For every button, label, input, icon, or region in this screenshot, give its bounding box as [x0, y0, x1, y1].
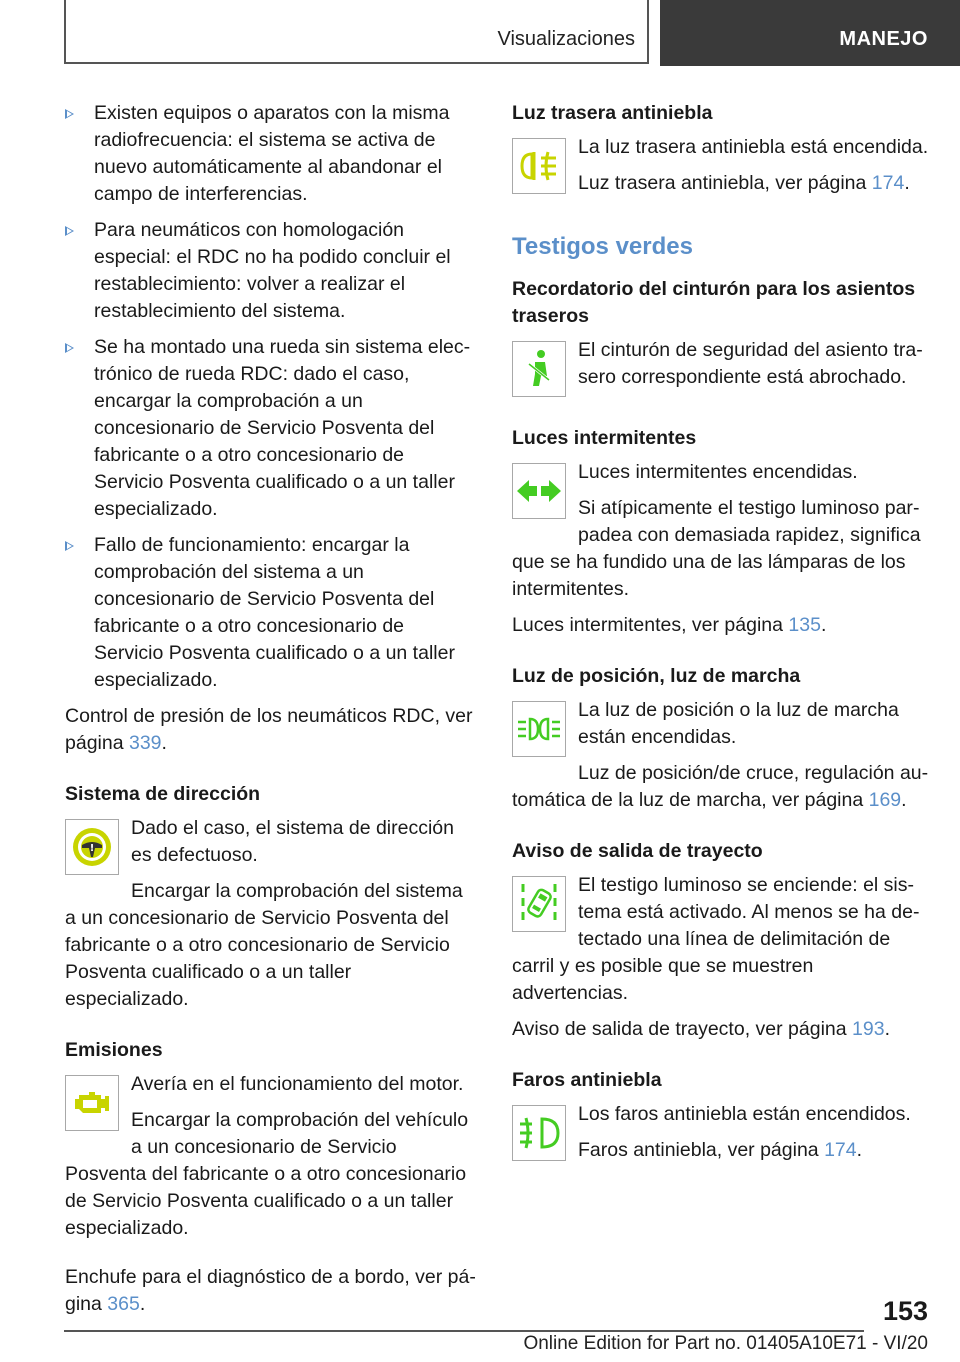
footer-rule	[64, 1330, 864, 1332]
rear-fog-reference: Luz trasera antiniebla, ver página 174.	[578, 172, 910, 194]
section-title: Visualizaciones	[497, 28, 635, 50]
turn-signal-icon	[512, 463, 566, 519]
seatbelt-icon	[512, 341, 566, 397]
position-light-block: La luz de posición o la luz de marcha están encendidas. Luz de posición/de cruce, regulación automática de la luz de marcha, ver página 169.	[512, 697, 930, 814]
front-fog-block: Los faros antiniebla están encendidos. Faros antiniebla, ver página 174.	[512, 1101, 930, 1164]
page-link-169[interactable]: 169	[868, 789, 902, 811]
page-link-339[interactable]: 339	[128, 732, 162, 754]
green-indicators-heading: Testigos verdes	[512, 233, 693, 260]
seatbelt-heading: Recordatorio del cinturón para los asientos traseros	[512, 278, 916, 327]
page-link-174-fog[interactable]: 174	[824, 1139, 857, 1161]
bullet-arrow-icon	[65, 109, 74, 119]
page-link-135[interactable]: 135	[788, 614, 821, 636]
rdc-reference: Control de presión de los neumáticos RDC, ver página 339.	[65, 705, 473, 754]
edition-footer: Online Edition for Part no. 01405A10E71 - VI/20	[523, 1333, 928, 1354]
turn-signal-reference: Luces intermitentes, ver página 135.	[512, 614, 827, 636]
list-item: Se ha montado una rueda sin sistema electrónico de rueda RDC: dado el caso, encargar la comprobación a un concesionario de Servicio Posventa del fabricante o a otro concesionario de Servicio Posventa cualificado o a un taller especializado.	[65, 334, 477, 523]
lane-departure-reference: Aviso de salida de trayecto, ver página 193.	[512, 1018, 890, 1040]
rear-fog-block: La luz trasera antiniebla está encendida. Luz trasera antiniebla, ver página 174.	[512, 134, 930, 197]
turn-signal-block: Luces intermitentes encendidas. Si atípicamente el testigo luminoso parpadea con demasiada rapidez, significa que se ha fundido una de las lámparas de los intermitentes. Luces intermitentes, ver página 135.	[512, 459, 930, 639]
front-fog-heading: Faros antiniebla	[512, 1069, 662, 1091]
turn-signal-heading: Luces intermitentes	[512, 427, 697, 449]
list-item: Para neumáticos con homologación especial: el RDC no ha podido concluir el restablecimiento: volver a realizar el restablecimiento del sistema.	[65, 217, 477, 325]
engine-icon	[65, 1075, 119, 1131]
chapter-label: MANEJO	[839, 28, 928, 50]
bullet-list	[65, 100, 477, 694]
bullet-arrow-icon	[65, 343, 74, 353]
position-light-reference: Luz de posición/de cruce, regulación automática de la luz de marcha, ver página 169.	[512, 762, 929, 811]
page-link-193[interactable]: 193	[852, 1018, 885, 1040]
front-fog-light-icon	[512, 1105, 566, 1161]
steering-heading: Sistema de dirección	[65, 783, 261, 805]
right-column	[512, 100, 930, 1173]
page-link-365[interactable]: 365	[107, 1293, 140, 1315]
header-bottom-rule	[64, 62, 649, 64]
seatbelt-block: El cinturón de seguridad del asiento trasero correspondiente está abrochado.	[512, 337, 930, 391]
rear-fog-light-icon	[512, 138, 566, 194]
bullet-arrow-icon	[65, 541, 74, 551]
obd-reference: Enchufe para el diagnóstico de a bordo, ver página 365.	[65, 1266, 476, 1315]
position-light-icon	[512, 701, 566, 757]
front-fog-reference: Faros antiniebla, ver página 174.	[578, 1139, 863, 1161]
list-item: Existen equipos o aparatos con la misma radiofrecuencia: el sistema se activa de nuevo automáticamente al abandonar el campo de interferencias.	[65, 100, 477, 208]
header-left-rule	[64, 0, 66, 64]
svg-text:!: !	[89, 843, 95, 854]
bullet-arrow-icon	[65, 226, 74, 236]
emissions-block: Avería en el funcionamiento del motor. Encargar la comprobación del vehículo a un concesionario de Servicio Posventa del fabricante o a otro concesionario de Servicio Posventa cualificado o a un taller especializado.	[65, 1073, 469, 1239]
page-number: 153	[882, 1296, 928, 1326]
list-item: Fallo de funcionamiento: encargar la comprobación del sistema a un concesionario de Servicio Posventa del fabricante o a otro concesionario de Servicio Posventa cualificado o a un taller especializado.	[65, 532, 477, 694]
header-right-rule	[647, 0, 649, 64]
steering-warning-icon	[65, 819, 119, 875]
rear-fog-heading: Luz trasera antiniebla	[512, 102, 713, 124]
lane-departure-icon	[512, 876, 566, 932]
chapter-tab[interactable]	[660, 0, 960, 66]
page-link-174[interactable]: 174	[871, 172, 905, 194]
emissions-heading: Emisiones	[65, 1039, 163, 1061]
position-light-heading: Luz de posición, luz de marcha	[512, 665, 801, 687]
lane-departure-heading: Aviso de salida de trayecto	[512, 840, 763, 862]
left-column	[65, 100, 477, 1327]
lane-departure-block: El testigo luminoso se enciende: el sistema está activado. Al menos se ha detectado una línea de delimitación de carril y es posible que se muestren advertencias. Aviso de salida de trayecto, ver página 193.	[512, 872, 930, 1043]
steering-block: ! Dado el caso, el sistema de dirección es defectuoso. Encargar la comprobación del sistema a un concesionario de Servicio Posventa del fabricante o a otro concesionario de Servicio Posventa cualificado o a un taller especializado.	[65, 817, 463, 1010]
